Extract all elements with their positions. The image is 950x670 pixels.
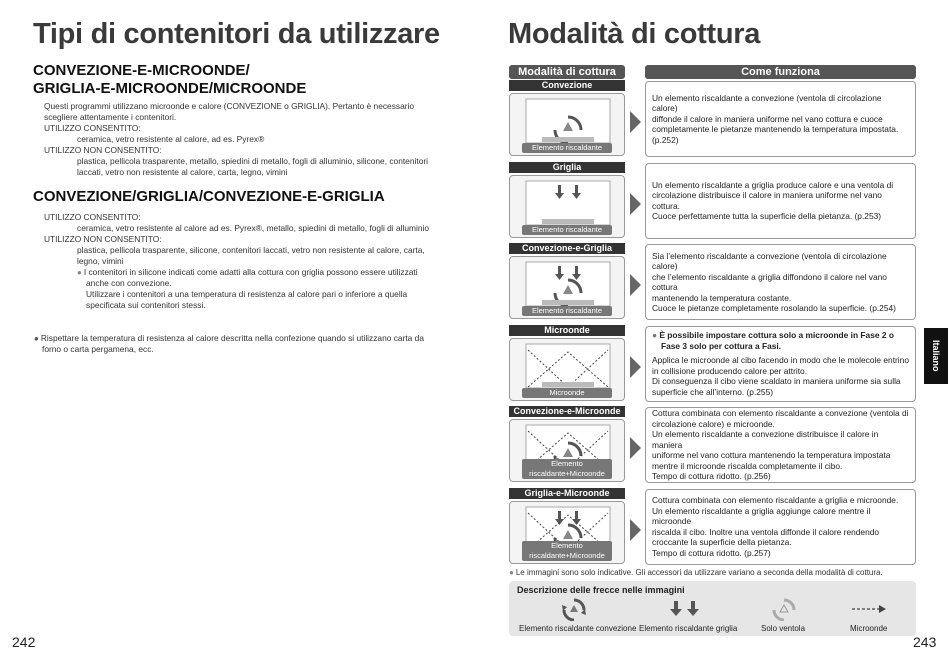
mode-description-line: completamente le pietanze mantenendo la temperatura impostata.	[652, 124, 899, 135]
mode-caption: Elemento riscaldante+Microonde	[522, 459, 612, 479]
section1-allowed-label: UTILIZZO CONSENTITO:	[44, 123, 141, 133]
legend-label-grill: Elemento riscaldante griglia	[639, 624, 738, 633]
mode-caption: Microonde	[522, 388, 612, 398]
mode-description-line: circolazione calore) e microonde.	[652, 418, 775, 429]
mode-illustration	[509, 256, 625, 319]
mode-description-line: che l’elemento riscaldante a griglia diffondono il calore nel vano cottura	[652, 271, 887, 292]
section1-not-allowed-line1: plastica, pellicola trasparente, metallo, spiedini di metallo, fogli di alluminio, silicone, contenitori	[77, 156, 428, 166]
section2-not-allowed-label: UTILIZZO NON CONSENTITO:	[44, 234, 162, 244]
mode-description-line: Un elemento riscaldante a convezione (ventola di circolazione calore)	[652, 92, 882, 114]
mode-description-line: Sia l’elemento riscaldante a convezione (ventola di circolazione calore)	[652, 250, 887, 271]
left-page-number: 242	[12, 634, 36, 650]
section1-heading-line1: CONVEZIONE-E-MICROONDE/	[33, 62, 250, 79]
mode-illustration	[509, 175, 625, 238]
fan-only-arrows-icon	[771, 597, 797, 621]
section2-heading: CONVEZIONE/GRIGLIA/CONVEZIONE-E-GRIGLIA	[33, 188, 385, 205]
left-footnote-line1: ● Rispettare la temperatura di resistenza al calore descritta nella confezione quando si utilizzano carta da	[34, 333, 444, 344]
oven-diagram-icon	[520, 342, 616, 390]
mode-description	[645, 81, 916, 157]
mode-description-line: Un elemento riscaldante a griglia aggiunge calore mentre il microonde	[652, 505, 871, 526]
mode-illustration	[509, 338, 625, 401]
mode-name: Griglia	[509, 162, 625, 173]
mode-description-line: Un elemento riscaldante a convezione distribuisce il calore in maniera	[652, 429, 879, 450]
mode-description	[645, 244, 916, 320]
legend-label-convection: Elemento riscaldante convezione	[519, 624, 637, 633]
mode-name: Convezione-e-Griglia	[509, 243, 625, 254]
row-arrow-icon	[630, 111, 641, 133]
mode-description-line: mentre il microonde riscalda completamente il cibo.	[652, 460, 843, 471]
grill-arrows-icon	[670, 601, 700, 617]
mode-description-line: Cuoce perfettamente tutta la superficie della pietanza. (p.253)	[652, 211, 882, 221]
section2-not-allowed-line1: plastica, pellicola trasparente, silicone, contenitori laccati, vetro non resistente al calore, carta,	[77, 245, 425, 255]
oven-diagram-icon	[520, 260, 616, 308]
legend-label-fan-only: Solo ventola	[761, 624, 806, 633]
column-header-how: Come funziona	[645, 65, 916, 79]
section2-body	[44, 212, 444, 311]
section1-intro-line1: Questi programmi utilizzano microonde e calore (CONVEZIONE o GRIGLIA). Pertanto è necessario	[44, 101, 415, 111]
row-arrow-icon	[630, 274, 641, 296]
arrow-legend	[509, 581, 916, 636]
section2-note-line3: Utilizzare i contenitori a una temperatura di resistenza al calore pari o inferiore a quella	[86, 289, 408, 299]
section1-not-allowed-label: UTILIZZO NON CONSENTITO:	[44, 145, 162, 155]
images-note	[509, 567, 929, 578]
mode-description-bold-line: ● È possibile impostare cottura solo a microonde in Fase 2 o	[652, 330, 894, 340]
section2-note-line4: specificata sui contenitori stessi.	[86, 300, 206, 310]
row-arrow-icon	[630, 437, 641, 459]
mode-illustration	[509, 501, 625, 564]
mode-description-line: Un elemento riscaldante a griglia produce calore e una ventola di	[652, 179, 894, 190]
mode-description	[645, 407, 916, 483]
mode-description	[645, 326, 916, 402]
mode-description-line: Cuoce le pietanze completamente rosolando la superficie. (p.254)	[652, 303, 896, 313]
right-page-number: 243	[913, 634, 937, 650]
mode-description	[645, 489, 916, 565]
mode-description-line: (p.252)	[652, 134, 679, 145]
mode-caption: Elemento riscaldante	[522, 143, 612, 153]
column-header-mode: Modalità di cottura	[509, 65, 625, 79]
mode-name: Microonde	[509, 325, 625, 336]
legend-label-microwave: Microonde	[850, 624, 888, 633]
mode-description-line: mantenendo la temperatura costante.	[652, 292, 792, 303]
left-page-title: Tipi di contenitori da utilizzare	[33, 18, 440, 50]
mode-description-line: Tempo di cottura ridotto. (p.257)	[652, 547, 771, 558]
section2-allowed-text: ceramica, vetro resistente al calore ad es. Pyrex®, metallo, spiedini di metallo, fogli di alluminio	[77, 223, 430, 233]
convection-arrows-icon	[561, 597, 587, 621]
mode-description-line: Applica le microonde al cibo facendo in modo che le molecole entrino	[652, 355, 909, 365]
images-note-text: ● Le immagini sono solo indicative. Gli accessori da utilizzare variano a seconda della modalità di cottura.	[509, 568, 883, 577]
mode-description-line: Tempo di cottura ridotto. (p.256)	[652, 471, 771, 482]
mode-name: Convezione	[509, 80, 625, 91]
mode-description-line: Cottura combinata con elemento riscaldante a convezione (ventola di	[652, 408, 909, 419]
section1-not-allowed-line2: laccati, vetro non resistente al calore, carta, legno, vimini	[77, 167, 288, 177]
section2-not-allowed-line2: legno, vimini	[77, 256, 124, 266]
section1-heading	[33, 62, 306, 98]
section1-heading-line2: GRIGLIA-E-MICROONDE/MICROONDE	[33, 80, 307, 97]
right-page-title: Modalità di cottura	[508, 18, 761, 50]
row-arrow-icon	[630, 519, 641, 541]
mode-caption: Elemento riscaldante	[522, 225, 612, 235]
mode-description-line: uniforme nel vano cottura mantenendo la temperatura impostata	[652, 450, 891, 461]
section1-intro-line2: scegliere attentamente i contenitori.	[44, 112, 177, 122]
mode-illustration	[509, 93, 625, 156]
left-footnote-line2: forno o carta pergamena, ecc.	[42, 344, 154, 354]
section1-body	[44, 101, 444, 178]
language-side-tab: Italiano	[924, 328, 948, 384]
section2-note-line1: ● I contenitori in silicone indicati come adatti alla cottura con griglia possono essere utilizzati	[77, 267, 444, 278]
mode-caption: Elemento riscaldante	[522, 306, 612, 316]
legend-title: Descrizione delle frecce nelle immagini	[517, 585, 685, 595]
mode-illustration	[509, 419, 625, 482]
section2-note-line2: anche con convezione.	[86, 278, 172, 288]
mode-description-line: circolazione distribuisce il calore in maniera uniforme nel vano cottura.	[652, 190, 882, 211]
mode-caption: Elemento riscaldante+Microonde	[522, 541, 612, 561]
section1-allowed-text: ceramica, vetro resistente al calore, ad es. Pyrex®	[77, 134, 265, 144]
section2-note	[44, 267, 444, 311]
mode-description-line: superficie che all’interno. (p.255)	[652, 386, 774, 397]
row-arrow-icon	[630, 193, 641, 215]
section2-allowed-label: UTILIZZO CONSENTITO:	[44, 212, 141, 222]
mode-description-line: Cottura combinata con elemento riscaldante a griglia e microonde.	[652, 495, 899, 505]
mode-description-line: croccante la superficie della pietanza.	[652, 537, 792, 547]
oven-diagram-icon	[520, 179, 616, 227]
mode-name: Convezione-e-Microonde	[509, 406, 625, 417]
mode-description-line: riscalda il cibo. Inoltre una ventola diffonde il calore rendendo	[652, 526, 880, 537]
microwave-arrow-icon	[852, 605, 886, 613]
oven-diagram-icon	[520, 97, 616, 145]
mode-description-bold-line: Fase 3 solo per cottura a Fasi.	[661, 340, 782, 351]
mode-description-line: in collisione producendo calore per attrito.	[652, 365, 808, 376]
row-arrow-icon	[630, 356, 641, 378]
mode-description-line: diffonde il calore in maniera uniforme nel vano cottura e cuoce	[652, 113, 883, 124]
mode-description	[645, 163, 916, 239]
mode-name: Griglia-e-Microonde	[509, 488, 625, 499]
mode-description-line: Di conseguenza il cibo viene scaldato in maniera uniforme sia sulla	[652, 376, 901, 386]
left-footnote	[34, 333, 444, 355]
